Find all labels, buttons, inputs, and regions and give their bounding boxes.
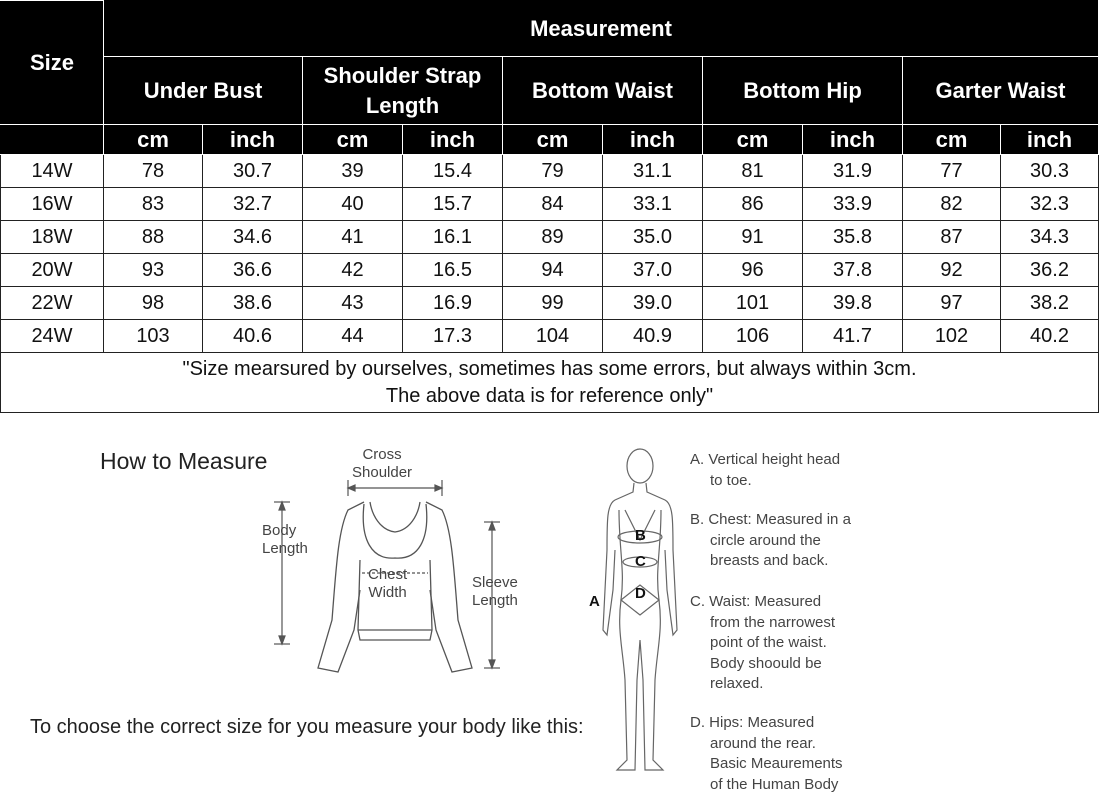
measurement-cell: 16.5 <box>403 254 503 287</box>
garment-right-sleeve <box>426 502 472 672</box>
disclaimer-line-2: The above data is for reference only" <box>385 384 714 407</box>
body-letter-b: B <box>635 527 646 544</box>
measurement-cell: 31.1 <box>603 155 703 188</box>
table-row <box>1 155 1099 188</box>
measurement-cell: 43 <box>303 287 403 320</box>
cross-shoulder-label: Cross Shoulder <box>352 446 413 481</box>
measurement-cell: 40.6 <box>203 320 303 353</box>
unit-header: cm <box>503 125 603 155</box>
unit-header: cm <box>703 125 803 155</box>
measurement-cell: 77 <box>903 155 1001 188</box>
measurement-cell: 89 <box>503 221 603 254</box>
arrow-head-icon <box>348 485 355 491</box>
group-bottom-waist: Bottom Waist <box>503 57 703 125</box>
measurement-cell: 82 <box>903 188 1001 221</box>
measurement-cell: 98 <box>104 287 203 320</box>
measurement-cell: 104 <box>503 320 603 353</box>
unit-header: inch <box>403 125 503 155</box>
figure-torso-legs <box>617 510 663 770</box>
measurement-cell: 15.7 <box>403 188 503 221</box>
measurement-cell: 39.0 <box>603 287 703 320</box>
step-b: B. Chest: Measured in a circle around the breasts and back. <box>690 511 851 569</box>
sleeve-length-label: Sleeve Length <box>472 574 518 609</box>
measurement-cell: 36.6 <box>203 254 303 287</box>
measurement-cell: 41 <box>303 221 403 254</box>
measurement-cell: 81 <box>703 155 803 188</box>
measurement-cell: 35.0 <box>603 221 703 254</box>
measurement-header: Measurement <box>104 1 1099 57</box>
size-cell: 14W <box>1 155 104 188</box>
measurement-cell: 34.3 <box>1001 221 1099 254</box>
measurement-cell: 88 <box>104 221 203 254</box>
unit-header: inch <box>603 125 703 155</box>
figure-left-arm <box>603 483 634 635</box>
unit-header: inch <box>1001 125 1099 155</box>
measurement-cell: 91 <box>703 221 803 254</box>
garment-neckline <box>370 502 420 532</box>
disclaimer-line-1: "Size mearsured by ourselves, sometimes has some errors, but always within 3cm. <box>182 357 917 380</box>
measurement-cell: 94 <box>503 254 603 287</box>
measurement-cell: 15.4 <box>403 155 503 188</box>
figure-head <box>627 449 653 483</box>
body-figure-diagram <box>585 440 685 780</box>
measurement-cell: 102 <box>903 320 1001 353</box>
body-letter-c: C <box>635 553 646 570</box>
measurement-cell: 30.7 <box>203 155 303 188</box>
size-header-spacer <box>1 125 104 155</box>
size-cell: 18W <box>1 221 104 254</box>
measurement-cell: 37.8 <box>803 254 903 287</box>
measurement-cell: 78 <box>104 155 203 188</box>
measurement-cell: 35.8 <box>803 221 903 254</box>
unit-header: cm <box>903 125 1001 155</box>
measurement-cell: 86 <box>703 188 803 221</box>
measurement-cell: 41.7 <box>803 320 903 353</box>
choose-size-instruction: To choose the correct size for you measure your body like this: <box>30 716 584 738</box>
chest-width-label: Chest Width <box>368 566 408 601</box>
table-row <box>1 287 1099 320</box>
size-rows <box>1 155 1099 353</box>
measurement-cell: 32.7 <box>203 188 303 221</box>
group-garter-waist: Garter Waist <box>903 57 1099 125</box>
measurement-cell: 101 <box>703 287 803 320</box>
measurement-cell: 33.9 <box>803 188 903 221</box>
table-row <box>1 221 1099 254</box>
measurement-cell: 79 <box>503 155 603 188</box>
measurement-cell: 93 <box>104 254 203 287</box>
measurement-cell: 40 <box>303 188 403 221</box>
measurement-cell: 36.2 <box>1001 254 1099 287</box>
size-cell: 20W <box>1 254 104 287</box>
measurement-cell: 42 <box>303 254 403 287</box>
figure-right-arm <box>646 483 677 635</box>
table-row <box>1 320 1099 353</box>
measurement-cell: 96 <box>703 254 803 287</box>
unit-header: cm <box>303 125 403 155</box>
arrow-head-icon <box>435 485 442 491</box>
measurement-cell: 32.3 <box>1001 188 1099 221</box>
measurement-cell: 83 <box>104 188 203 221</box>
step-d: D. Hips: Measured around the rear. Basic Meaurements of the Human Body <box>690 714 843 793</box>
step-c: C. Waist: Measured from the narrowest point of the waist. Body shoould be relaxed. <box>690 593 836 692</box>
measurement-cell: 92 <box>903 254 1001 287</box>
measurement-cell: 37.0 <box>603 254 703 287</box>
arrow-head-icon <box>279 502 285 510</box>
measurement-cell: 99 <box>503 287 603 320</box>
group-shoulder-strap-length: Shoulder Strap Length <box>303 57 503 125</box>
group-bottom-hip: Bottom Hip <box>703 57 903 125</box>
table-row <box>1 188 1099 221</box>
measurement-cell: 87 <box>903 221 1001 254</box>
unit-header: inch <box>203 125 303 155</box>
size-column-header: Size <box>1 1 104 125</box>
size-cell: 22W <box>1 287 104 320</box>
measurement-cell: 34.6 <box>203 221 303 254</box>
measurement-cell: 103 <box>104 320 203 353</box>
body-letter-a: A <box>589 593 600 610</box>
measurement-cell: 84 <box>503 188 603 221</box>
size-cell: 16W <box>1 188 104 221</box>
measurement-cell: 38.2 <box>1001 287 1099 320</box>
unit-header: inch <box>803 125 903 155</box>
arrow-head-icon <box>279 636 285 644</box>
measurement-cell: 40.9 <box>603 320 703 353</box>
measurement-cell: 44 <box>303 320 403 353</box>
body-length-label: Body Length <box>262 522 308 557</box>
measurement-cell: 30.3 <box>1001 155 1099 188</box>
measurement-cell: 39.8 <box>803 287 903 320</box>
table-row <box>1 254 1099 287</box>
measurement-cell: 39 <box>303 155 403 188</box>
garment-left-sleeve <box>318 502 364 672</box>
disclaimer-note <box>1 353 1099 413</box>
measurement-cell: 38.6 <box>203 287 303 320</box>
body-letter-d: D <box>635 585 646 602</box>
size-cell: 24W <box>1 320 104 353</box>
arrow-head-icon <box>489 660 495 668</box>
measurement-cell: 16.9 <box>403 287 503 320</box>
measurement-cell: 40.2 <box>1001 320 1099 353</box>
how-to-measure-title: How to Measure <box>100 448 268 474</box>
measurement-cell: 31.9 <box>803 155 903 188</box>
measurement-cell: 106 <box>703 320 803 353</box>
group-under-bust: Under Bust <box>104 57 303 125</box>
measurement-cell: 97 <box>903 287 1001 320</box>
step-a: A. Vertical height head to toe. <box>690 451 841 489</box>
measurement-cell: 33.1 <box>603 188 703 221</box>
arrow-head-icon <box>489 522 495 530</box>
unit-header: cm <box>104 125 203 155</box>
measurement-cell: 16.1 <box>403 221 503 254</box>
measurement-cell: 17.3 <box>403 320 503 353</box>
